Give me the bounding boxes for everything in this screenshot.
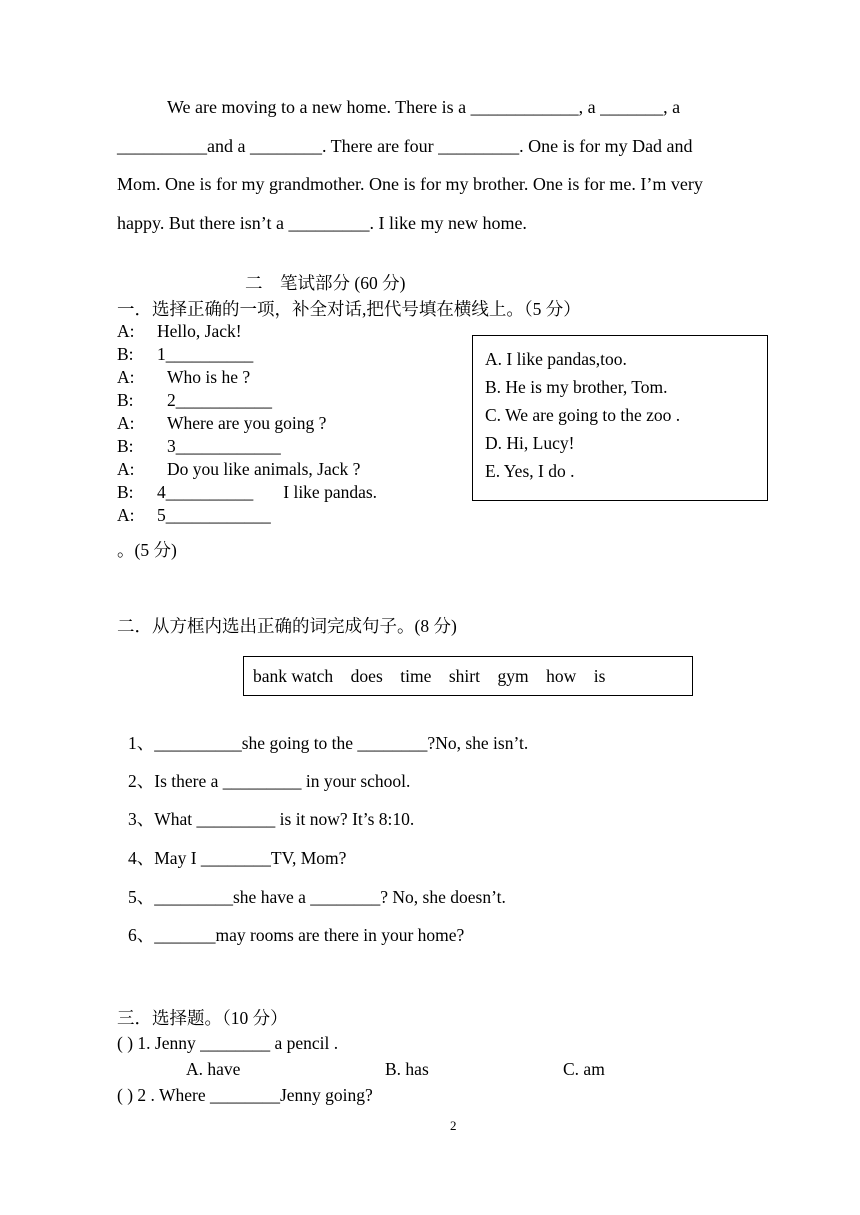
- dialogue-line: B: 2___________: [117, 390, 272, 410]
- page-number: 2: [450, 1118, 457, 1133]
- word-box: bank watch does time shirt gym how is: [243, 656, 693, 696]
- dialogue-line: B: 4__________ I like pandas.: [117, 482, 378, 502]
- sentence-3: 3、What _________ is it now? It’s 8:10.: [128, 809, 415, 829]
- dialogue-line: B: 1__________: [117, 344, 254, 364]
- q1-option-c: C. am: [563, 1059, 605, 1079]
- passage: [117, 88, 792, 242]
- option-c: C. We are going to the zoo .: [485, 405, 681, 425]
- sentence-6: 6、_______may rooms are there in your home?: [128, 925, 465, 945]
- option-a: A. I like pandas,too.: [485, 349, 627, 369]
- part1-score-note: 。(5 分): [117, 540, 177, 560]
- dialogue-line: B: 3____________: [117, 436, 281, 456]
- options-box: [472, 335, 768, 501]
- question-2: ( ) 2 . Where ________Jenny going?: [117, 1085, 373, 1105]
- passage-line-3: Mom. One is for my grandmother. One is for my brother. One is for me. I’m very: [117, 174, 703, 194]
- dialogue-line: A: Do you like animals, Jack ?: [117, 459, 361, 479]
- sentence-5: 5、_________she have a ________? No, she doesn’t.: [128, 887, 506, 907]
- option-e: E. Yes, I do .: [485, 461, 575, 481]
- part1-heading: 一．选择正确的一项，补全对话,把代号填在横线上。（5 分）: [117, 299, 581, 319]
- option-b: B. He is my brother, Tom.: [485, 377, 668, 397]
- dialogue-line: A: Who is he ?: [117, 367, 251, 387]
- option-d: D. Hi, Lucy!: [485, 433, 575, 453]
- sentence-2: 2、Is there a _________ in your school.: [128, 771, 411, 791]
- sentence-1: 1、__________she going to the ________?No, she isn’t.: [128, 733, 529, 753]
- passage-line-2: __________and a ________. There are four _________. One is for my Dad and: [117, 135, 693, 156]
- q1-option-b: B. has: [385, 1059, 429, 1079]
- section-title: 二 笔试部分 (60 分): [245, 273, 406, 293]
- sentence-4: 4、May I ________TV, Mom?: [128, 848, 347, 868]
- q1-option-a: A. have: [186, 1059, 241, 1079]
- dialogue-line: A: Hello, Jack!: [117, 321, 242, 341]
- part2-heading: 二．从方框内选出正确的词完成句子。(8 分): [117, 616, 457, 636]
- passage-line-1: We are moving to a new home. There is a ____________, a _______, a: [167, 97, 681, 117]
- dialogue: [117, 320, 377, 527]
- question-1: ( ) 1. Jenny ________ a pencil .: [117, 1033, 339, 1053]
- part3-heading: 三．选择题。（10 分）: [117, 1008, 288, 1028]
- passage-line-4: happy. But there isn’t a _________. I like my new home.: [117, 212, 527, 233]
- dialogue-line: A: Where are you going ?: [117, 413, 327, 433]
- dialogue-line: A: 5____________: [117, 505, 271, 525]
